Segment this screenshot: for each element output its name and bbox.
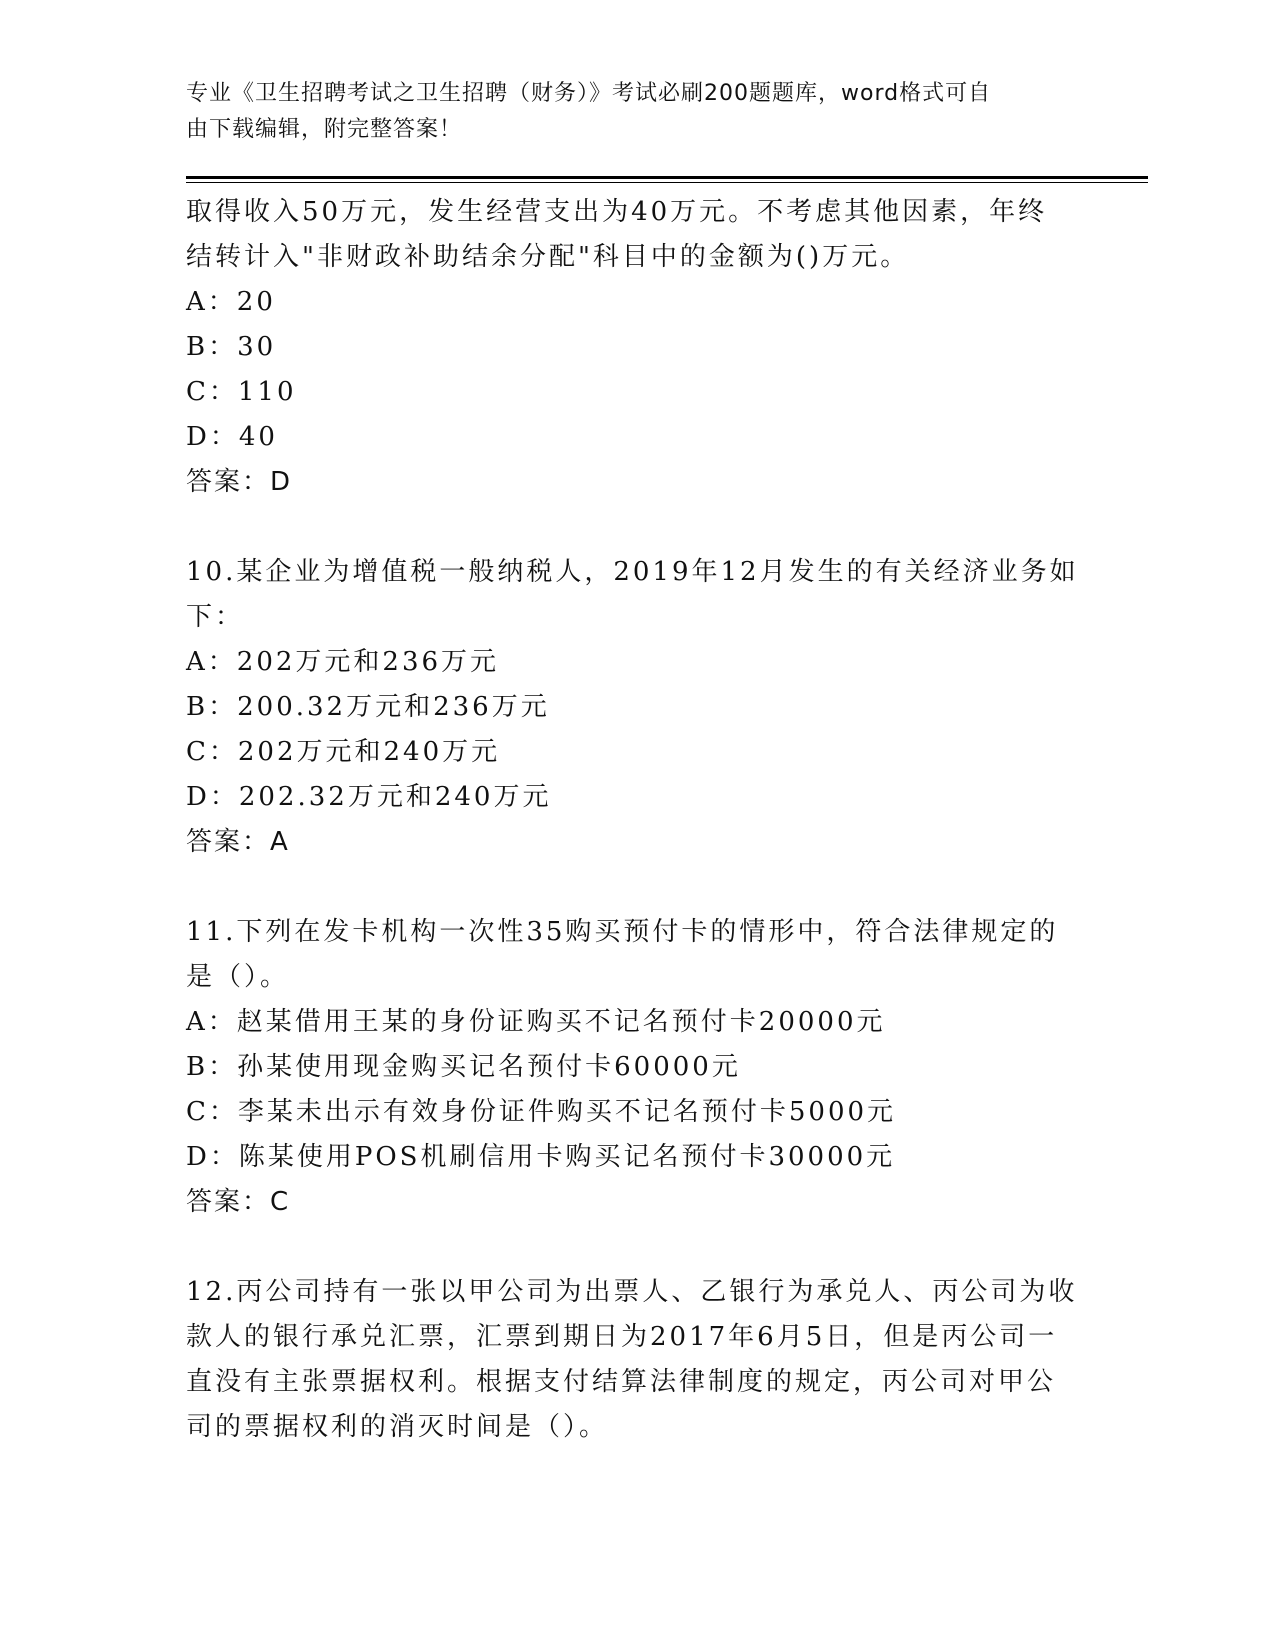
spacer <box>186 505 1086 550</box>
header-line-2: 由下载编辑，附完整答案！ <box>186 117 463 142</box>
question-block-10 <box>186 550 1086 865</box>
question-text-line: 取得收入50万元，发生经营支出为40万元。不考虑其他因素，年终 <box>186 197 1048 227</box>
question-text-line: 12.丙公司持有一张以甲公司为出票人、乙银行为承兑人、丙公司为收 <box>186 1277 1078 1307</box>
option-a: A：20 <box>186 287 276 317</box>
spacer <box>186 865 1086 910</box>
header-divider-thin <box>186 182 1148 183</box>
question-block-9 <box>186 190 1086 505</box>
option-b: B：200.32万元和236万元 <box>186 692 550 722</box>
question-text-line: 直没有主张票据权利。根据支付结算法律制度的规定，丙公司对甲公 <box>186 1367 1057 1397</box>
option-b: B：孙某使用现金购买记名预付卡60000元 <box>186 1052 741 1082</box>
header-line-1: 专业《卫生招聘考试之卫生招聘（财务）》考试必刷200题题库，word格式可自 <box>186 81 992 106</box>
answer-line: 答案：D <box>186 467 293 497</box>
question-text-line: 10.某企业为增值税一般纳税人，2019年12月发生的有关经济业务如 <box>186 557 1079 587</box>
option-c: C：202万元和240万元 <box>186 737 501 767</box>
option-d: D：陈某使用POS机刷信用卡购买记名预付卡30000元 <box>186 1142 896 1172</box>
question-text-line: 款人的银行承兑汇票，汇票到期日为2017年6月5日，但是丙公司一 <box>186 1322 1058 1352</box>
option-d: D：202.32万元和240万元 <box>186 782 552 812</box>
document-body <box>186 190 1086 1450</box>
option-a: A：202万元和236万元 <box>186 647 500 677</box>
document-header <box>186 76 1066 148</box>
question-block-11 <box>186 910 1086 1225</box>
answer-line: 答案：C <box>186 1187 291 1217</box>
option-b: B：30 <box>186 332 277 362</box>
question-text-line: 11.下列在发卡机构一次性35购买预付卡的情形中，符合法律规定的 <box>186 917 1059 947</box>
header-divider-thick <box>186 176 1148 179</box>
question-text-line: 下： <box>186 602 245 632</box>
spacer <box>186 1225 1086 1270</box>
option-c: C：110 <box>186 377 297 407</box>
option-c: C：李某未出示有效身份证件购买不记名预付卡5000元 <box>186 1097 897 1127</box>
option-d: D：40 <box>186 422 278 452</box>
question-block-12 <box>186 1270 1086 1450</box>
answer-line: 答案：A <box>186 827 290 857</box>
question-text-line: 司的票据权利的消灭时间是（）。 <box>186 1412 609 1442</box>
question-text-line: 是（）。 <box>186 962 290 992</box>
option-a: A：赵某借用王某的身份证购买不记名预付卡20000元 <box>186 1007 886 1037</box>
question-text-line: 结转计入"非财政补助结余分配"科目中的金额为()万元。 <box>186 242 910 272</box>
